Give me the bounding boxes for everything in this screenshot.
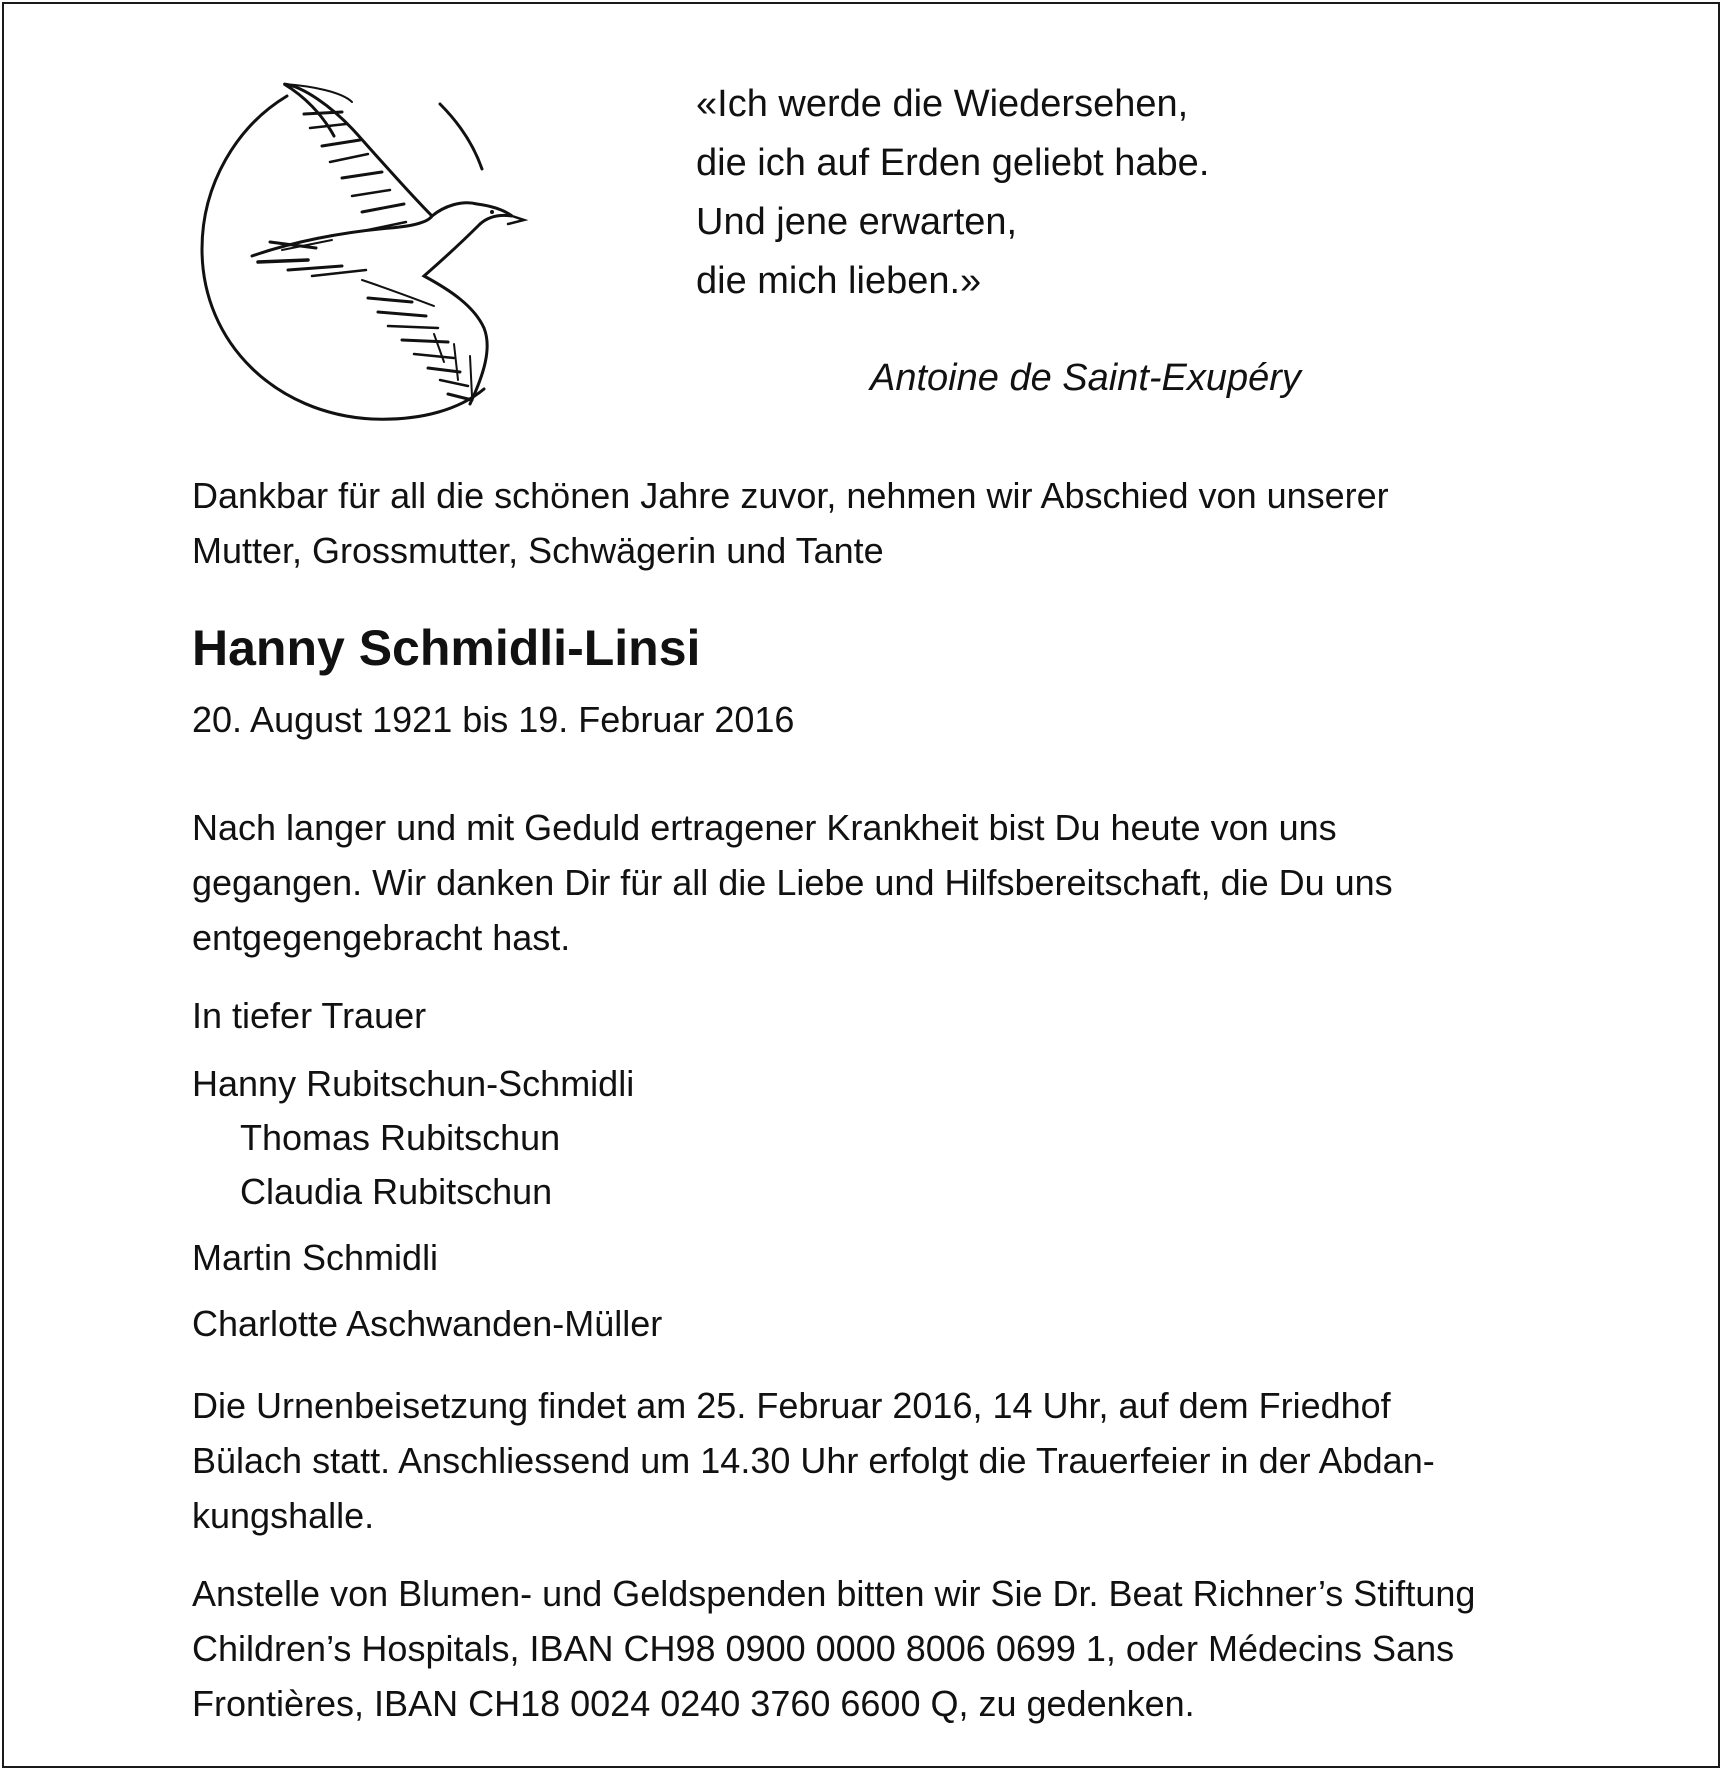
ceremony-paragraph xyxy=(192,1378,1435,1543)
message-paragraph xyxy=(192,800,1393,965)
life-dates: 20. August 1921 bis 19. Februar 2016 xyxy=(192,699,795,740)
mourner-primary: Hanny Rubitschun-Schmidli xyxy=(192,1063,635,1104)
intro-line: Mutter, Grossmutter, Schwägerin und Tante xyxy=(192,530,884,571)
quote-line: die ich auf Erden geliebt habe. xyxy=(696,142,1210,184)
donations-line: Children’s Hospitals, IBAN CH98 0900 0000 8006 0699 1, oder Médecins Sans xyxy=(192,1628,1455,1669)
obituary-card xyxy=(2,2,1720,1768)
mourner-second: Martin Schmidli xyxy=(192,1237,439,1278)
ceremony-line: kungshalle. xyxy=(192,1495,375,1536)
quote-line: die mich lieben.» xyxy=(696,260,982,302)
quote-block xyxy=(696,75,1209,311)
quote-line: «Ich werde die Wiedersehen, xyxy=(696,83,1189,125)
ceremony-line: Bülach statt. Anschliessend um 14.30 Uhr erfolgt die Trauerfeier in der Abdan- xyxy=(192,1440,1435,1481)
donations-line: Frontières, IBAN CH18 0024 0240 3760 6600 Q, zu gedenken. xyxy=(192,1683,1195,1724)
message-line: Nach langer und mit Geduld ertragener Krankheit bist Du heute von uns xyxy=(192,807,1337,848)
intro-line: Dankbar für all die schönen Jahre zuvor, nehmen wir Abschied von unserer xyxy=(192,475,1389,516)
ceremony-line: Die Urnenbeisetzung findet am 25. Februar 2016, 14 Uhr, auf dem Friedhof xyxy=(192,1385,1391,1426)
deceased-name: Hanny Schmidli-Linsi xyxy=(192,620,701,676)
message-line: gegangen. Wir danken Dir für all die Liebe und Hilfsbereitschaft, die Du uns xyxy=(192,862,1393,903)
quote-author: Antoine de Saint-Exupéry xyxy=(870,357,1301,399)
quote-line: Und jene erwarten, xyxy=(696,201,1018,243)
mourner-third: Charlotte Aschwanden-Müller xyxy=(192,1303,663,1344)
mourner-child: Thomas Rubitschun xyxy=(240,1117,561,1158)
mourner-child: Claudia Rubitschun xyxy=(240,1171,553,1212)
dove-in-circle-icon xyxy=(192,44,572,424)
donations-line: Anstelle von Blumen- und Geldspenden bitten wir Sie Dr. Beat Richner’s Stiftung xyxy=(192,1573,1476,1614)
mourning-heading: In tiefer Trauer xyxy=(192,995,427,1036)
message-line: entgegengebracht hast. xyxy=(192,917,571,958)
intro-paragraph xyxy=(192,468,1389,578)
donations-paragraph xyxy=(192,1566,1475,1731)
